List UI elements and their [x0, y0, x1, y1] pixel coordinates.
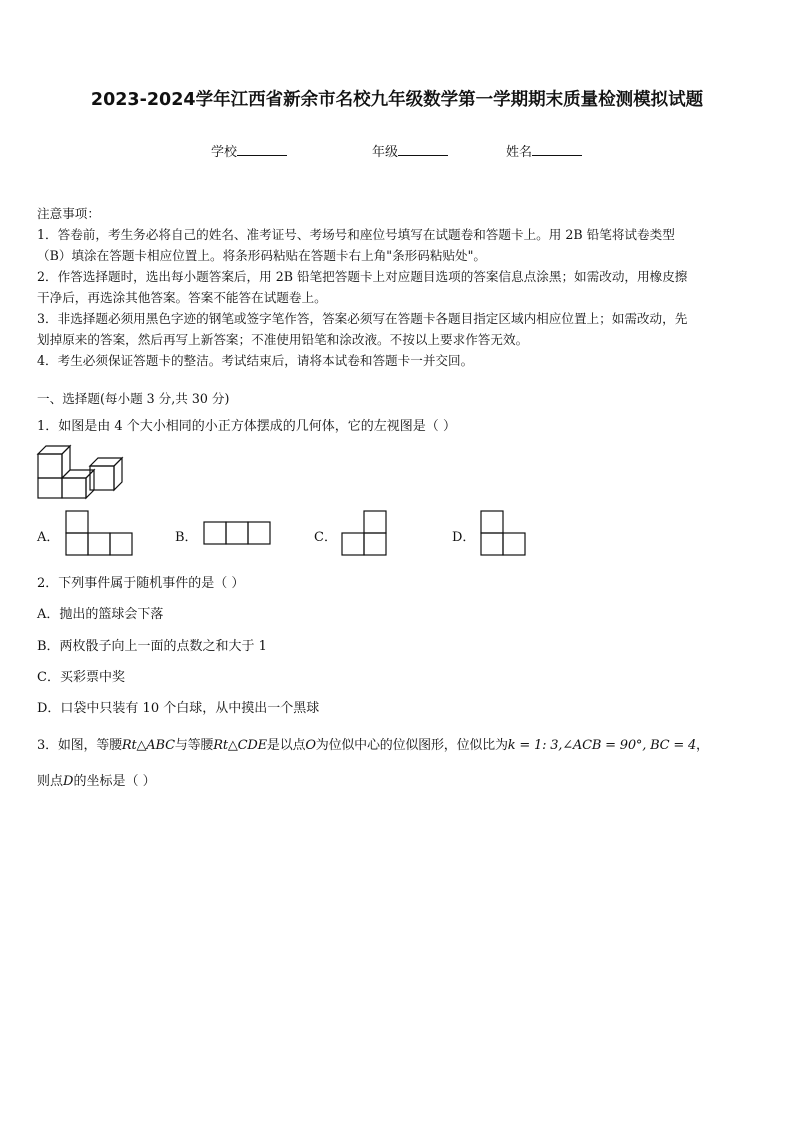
school-label: 学校	[211, 145, 238, 160]
question-3-line2	[37, 770, 156, 789]
cube-figure	[38, 444, 128, 500]
option-d-label[interactable]: D．	[452, 530, 476, 545]
option-c-figure	[342, 511, 386, 555]
q3-ratio: k = 1: 3,∠ACB = 90°, BC = 4	[507, 738, 697, 753]
question-2-option-a[interactable]: A．抛出的篮球会下落	[37, 607, 164, 622]
option-d-figure	[481, 511, 525, 555]
q3-mid2: 是以点	[266, 738, 306, 753]
q3-line2-suffix: 的坐标是（ ）	[73, 774, 156, 789]
question-2-option-c[interactable]: C．买彩票中奖	[37, 670, 125, 685]
q3-end1: ，	[696, 738, 709, 753]
grade-label: 年级	[372, 145, 399, 160]
section-heading: 一、选择题(每小题 3 分,共 30 分)	[37, 391, 230, 406]
cube-face	[38, 454, 62, 478]
name-blank[interactable]	[532, 143, 582, 156]
name-field	[506, 141, 582, 160]
option-b-label[interactable]: B．	[175, 530, 198, 545]
note-line: 1．答卷前，考生务必将自己的姓名、准考证号、考场号和座位号填写在试题卷和答题卡上。用 2B 铅笔将试卷类型	[37, 227, 675, 242]
option-a-figure	[66, 511, 132, 555]
question-3-stem	[37, 734, 709, 753]
q3-point-o: O	[305, 738, 316, 753]
note-line: （B）填涂在答题卡相应位置上。将条形码粘贴在答题卡右上角"条形码粘贴处"。	[37, 248, 487, 263]
question-2-option-b[interactable]: B．两枚骰子向上一面的点数之和大于 1	[37, 639, 267, 654]
note-line: 划掉原来的答案，然后再写上新答案；不准使用铅笔和涂改液。不按以上要求作答无效。	[37, 332, 529, 347]
cube-edge	[114, 458, 122, 490]
cube-face	[38, 478, 62, 498]
question-2-option-d[interactable]: D．口袋中只装有 10 个白球，从中摸出一个黑球	[37, 701, 320, 716]
q3-point-d: D	[63, 774, 74, 789]
option-c-label[interactable]: C．	[314, 530, 337, 545]
question-2-stem: 2．下列事件属于随机事件的是（ ）	[37, 576, 245, 591]
q3-mid1: 与等腰	[174, 738, 214, 753]
school-field	[211, 141, 287, 160]
q3-triangle-abc: Rt△ABC	[121, 738, 175, 753]
name-label: 姓名	[506, 145, 533, 160]
notes-heading: 注意事项：	[37, 206, 100, 221]
q3-line2-prefix: 则点	[37, 774, 64, 789]
school-blank[interactable]	[237, 143, 287, 156]
q3-mid3: 为位似中心的位似图形，位似比为	[315, 738, 508, 753]
note-line: 干净后，再选涂其他答案。答案不能答在试题卷上。	[37, 290, 327, 305]
cube-face	[62, 478, 86, 498]
note-line: 2．作答选择题时，选出每小题答案后，用 2B 铅笔把答题卡上对应题目选项的答案信息点涂黑；如需改动，用橡皮擦	[37, 269, 688, 284]
q3-triangle-cde: Rt△CDE	[213, 738, 267, 753]
note-line: 4．考生必须保证答题卡的整洁。考试结束后，请将本试卷和答题卡一并交回。	[37, 353, 474, 368]
option-b-figure	[204, 522, 270, 544]
question-1-stem: 1．如图是由 4 个大小相同的小正方体摆成的几何体，它的左视图是（ ）	[37, 419, 456, 434]
q3-prefix: 3．如图，等腰	[37, 738, 122, 753]
option-a-label[interactable]: A．	[37, 530, 60, 545]
page-title: 2023-2024学年江西省新余市名校九年级数学第一学期期末质量检测模拟试题	[90, 90, 704, 110]
note-line: 3．非选择题必须用黑色字迹的钢笔或签字笔作答，答案必须写在答题卡各题目指定区域内相应位置上；如需改动，先	[37, 311, 688, 326]
grade-field	[372, 141, 448, 160]
grade-blank[interactable]	[398, 143, 448, 156]
